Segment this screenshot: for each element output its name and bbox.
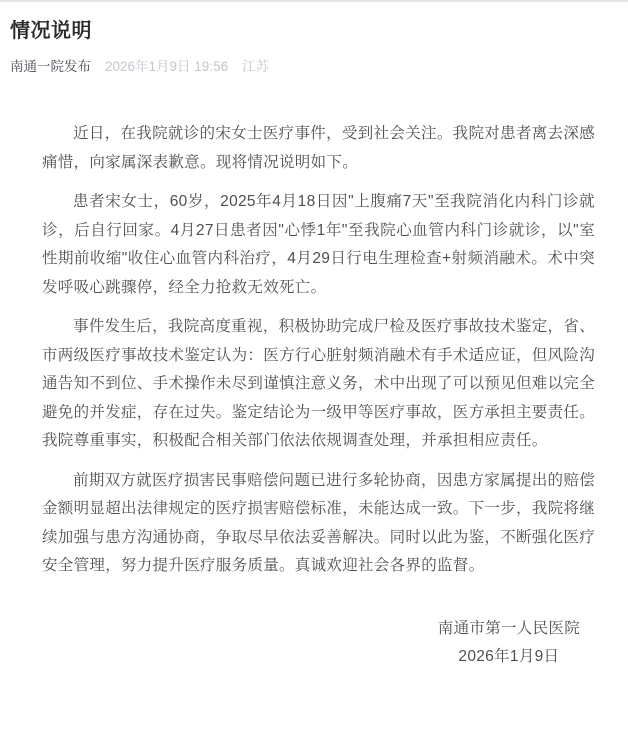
article-body [42, 120, 595, 672]
article-meta [10, 58, 616, 76]
signature-block [438, 615, 580, 672]
publisher-name[interactable]: 南通一院发布 [10, 59, 91, 74]
paragraph-compensation-negotiation: 前期双方就医疗损害民事赔偿问题已进行多轮协商，因患方家属提出的赔偿金额明显超出法律规定的医疗损害赔偿标准，未能达成一致。下一步，我院将继续加强与患方沟通协商，争取尽早依法妥善解决。同时以此为鉴，不断强化医疗安全管理，努力提升医疗服务质量。真诚欢迎社会各界的监督。 [42, 471, 596, 574]
page-title: 情况说明 [10, 20, 92, 42]
statement-page [0, 2, 628, 736]
signature-organization: 南通市第一人民医院 [437, 619, 580, 637]
article-header [0, 2, 628, 76]
signature-date: 2026年1月9日 [458, 648, 560, 665]
paragraph-appraisal-result: 事件发生后，我院高度重视，积极协助完成尸检及医疗事故技术鉴定，省、市两级医疗事故技术鉴定认为：医方行心脏射频消融术有手术适应证，但风险沟通告知不到位、手术操作未尽到谨慎注意义务，术中出现了可以预见但难以完全避免的并发症，存在过失。鉴定结论为一级甲等医疗事故，医方承担主要责任。我院尊重事实，积极配合相关部门依法依规调查处理，并承担相应责任。 [42, 318, 596, 449]
publish-location: 江苏 [242, 59, 270, 74]
publish-datetime: 2026年1月9日 19:56 [105, 59, 229, 74]
paragraph-patient-course: 患者宋女士，60岁，2025年4月18日因"上腹痛7天"至我院消化内科门诊就诊，后自行回家。4月27日患者因"心悸1年"至我院心血管内科门诊就诊，以"室性期前收缩"收住心血管内科治疗，4月29日行电生理检查+射频消融术。术中突发呼吸心跳骤停，经全力抢救无效死亡。 [42, 193, 595, 296]
paragraph-intro: 近日，在我院就诊的宋女士医疗事件，受到社会关注。我院对患者离去深感痛惜，向家属深表歉意。现将情况说明如下。 [42, 125, 595, 171]
